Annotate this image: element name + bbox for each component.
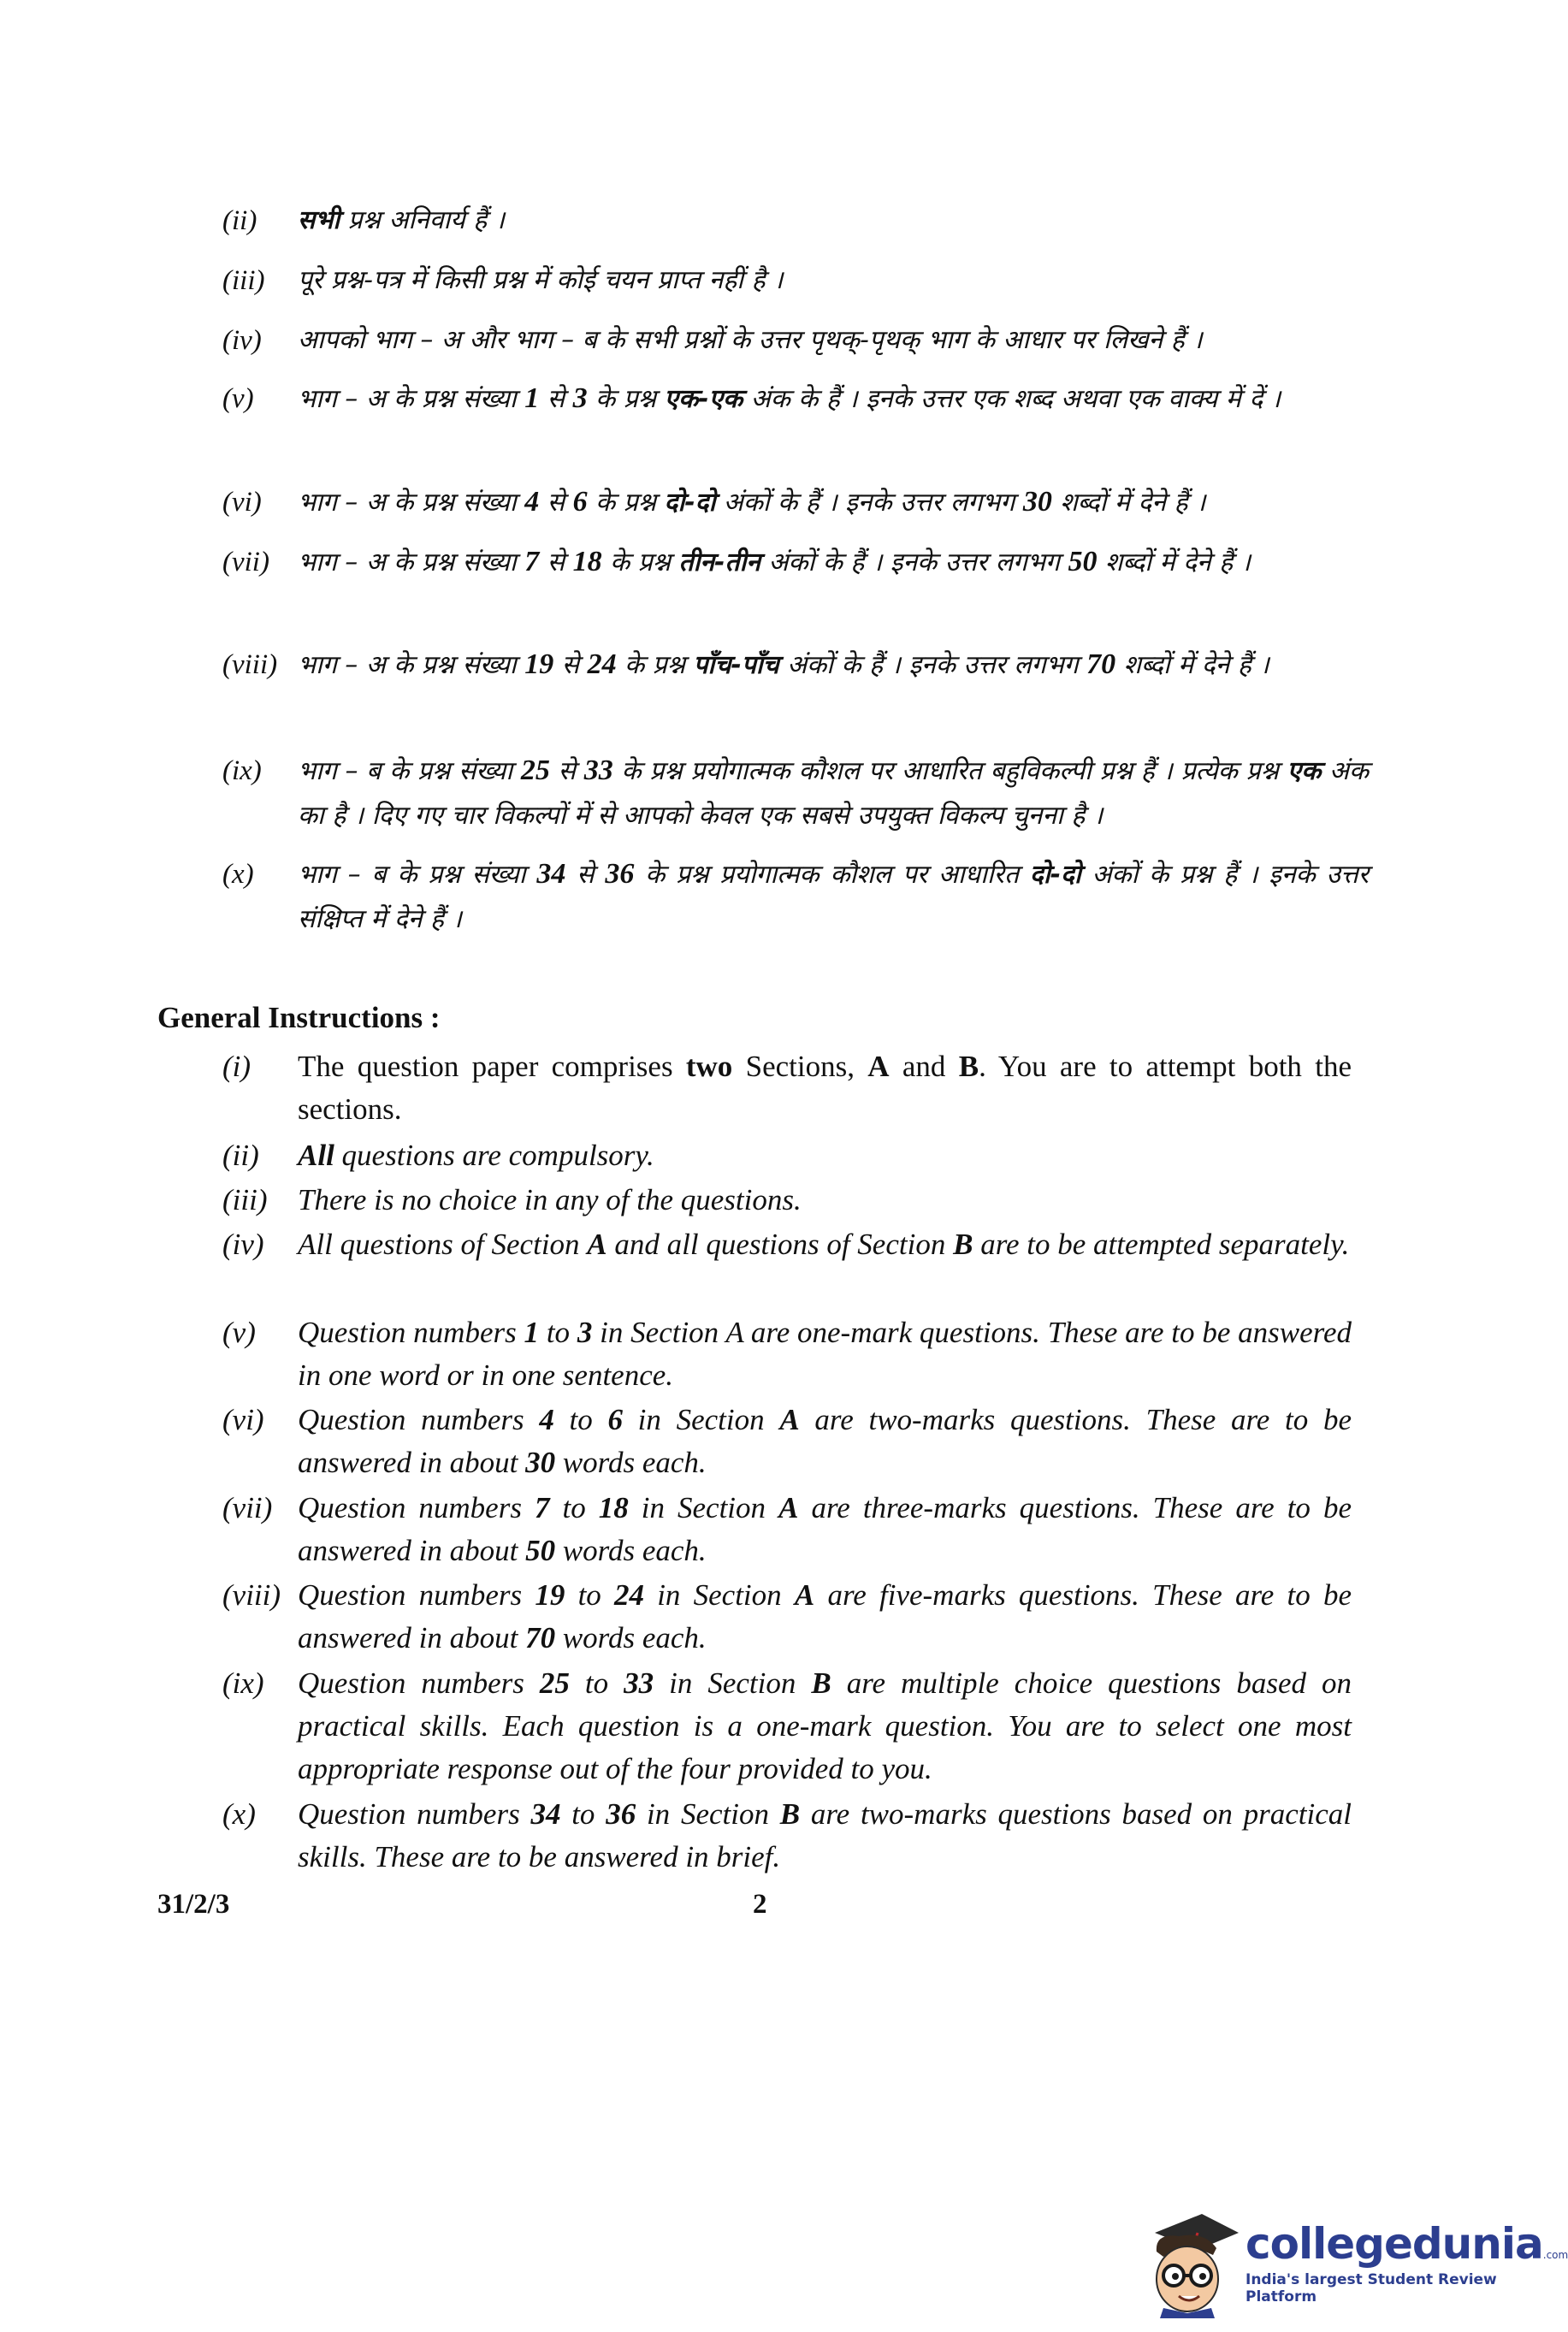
instruction-ii xyxy=(222,1134,1352,1177)
collegedunia-logo[interactable] xyxy=(1138,2207,1568,2318)
brand-name-row xyxy=(1246,2220,1568,2268)
item-number: (v) xyxy=(222,1316,256,1349)
paper-code: 31/2/3 xyxy=(157,1889,230,1920)
mascot-icon xyxy=(1138,2207,1240,2318)
hindi-instruction-vi xyxy=(222,480,1369,525)
item-number: (viii) xyxy=(222,1578,281,1612)
brand-name: collegedunia xyxy=(1246,2219,1543,2269)
item-number: (iv) xyxy=(222,1228,264,1261)
item-number: (viii) xyxy=(222,649,278,680)
instruction-i xyxy=(222,1045,1352,1131)
item-text: Question numbers 34 to 36 in Section B are two-marks questions based on practical skills. These are to be answered in brief. xyxy=(298,1797,1352,1873)
item-number: (ix) xyxy=(222,755,262,786)
item-number: (vii) xyxy=(222,547,269,577)
item-number: (iii) xyxy=(222,265,265,296)
item-number: (ii) xyxy=(222,205,257,236)
item-text: भाग – अ के प्रश्न संख्या 1 से 3 के प्रश्न एक-एक अंक के हैं । इनके उत्तर एक शब्द अथवा एक वाक्य में दें । xyxy=(298,382,1281,414)
item-number: (vii) xyxy=(222,1491,273,1524)
item-number: (ix) xyxy=(222,1666,264,1700)
hindi-instruction-v xyxy=(222,376,1369,422)
item-number: (i) xyxy=(222,1050,251,1083)
instruction-viii xyxy=(222,1574,1352,1660)
item-text: पूरे प्रश्न-पत्र में किसी प्रश्न में कोई चयन प्राप्त नहीं है । xyxy=(298,265,784,295)
hindi-instruction-iv xyxy=(222,318,1369,363)
item-text: Question numbers 1 to 3 in Section A are one-mark questions. These are to be answered in one word or in one sentence. xyxy=(298,1316,1352,1392)
instruction-vii xyxy=(222,1487,1352,1572)
item-text: There is no choice in any of the questions. xyxy=(298,1183,802,1216)
instruction-vi xyxy=(222,1399,1352,1484)
instruction-x xyxy=(222,1793,1352,1879)
item-text: आपको भाग – अ और भाग – ब के सभी प्रश्नों के उत्तर पृथक्-पृथक् भाग के आधार पर लिखने हैं । xyxy=(298,325,1203,355)
hindi-instruction-viii xyxy=(222,642,1369,688)
item-text: सभी प्रश्न अनिवार्य हैं । xyxy=(298,205,506,235)
item-number: (x) xyxy=(222,859,254,890)
item-number: (ii) xyxy=(222,1139,259,1172)
instruction-iii xyxy=(222,1179,1352,1222)
item-text: Question numbers 19 to 24 in Section A are five-marks questions. These are to be answered in about 70 words each. xyxy=(298,1578,1352,1654)
item-number: (vi) xyxy=(222,487,262,518)
item-number: (iv) xyxy=(222,325,262,356)
hindi-instruction-x xyxy=(222,852,1369,942)
page-number: 2 xyxy=(753,1889,767,1920)
item-text: All questions are compulsory. xyxy=(298,1139,654,1172)
brand-tagline: India's largest Student Review Platform xyxy=(1246,2271,1497,2305)
item-number: (vi) xyxy=(222,1403,264,1436)
item-text: Question numbers 4 to 6 in Section A are two-marks questions. These are to be answered in about 30 words each. xyxy=(298,1403,1352,1479)
item-text: भाग – ब के प्रश्न संख्या 25 से 33 के प्रश्न प्रयोगात्मक कौशल पर आधारित बहुविकल्पी प्रश्न हैं । प्रत्येक प्रश्न एक अंक का है । दिए गए चार विकल्पों में से आपको केवल एक सबसे उपयुक्त विकल्प चुनना है । xyxy=(298,755,1370,831)
general-instructions-heading: General Instructions : xyxy=(157,1001,441,1034)
item-text: Question numbers 25 to 33 in Section B are multiple choice questions based on practical skills. Each question is a one-mark question. You are to select one most appropriate response out of the four provided to you. xyxy=(298,1666,1352,1785)
item-number: (x) xyxy=(222,1797,256,1831)
item-text: All questions of Section A and all questions of Section B are to be attempted separately. xyxy=(298,1228,1350,1261)
item-text: Question numbers 7 to 18 in Section A are three-marks questions. These are to be answered in about 50 words each. xyxy=(298,1491,1352,1567)
instruction-iv xyxy=(222,1223,1352,1266)
item-number: (iii) xyxy=(222,1183,268,1216)
hindi-instruction-ii xyxy=(222,198,1369,243)
item-text: भाग – अ के प्रश्न संख्या 4 से 6 के प्रश्न दो-दो अंकों के हैं । इनके उत्तर लगभग 30 शब्दों में देने हैं । xyxy=(298,486,1206,518)
item-text: भाग – अ के प्रश्न संख्या 19 से 24 के प्रश्न पाँच-पाँच अंकों के हैं । इनके उत्तर लगभग 70 शब्दों में देने हैं । xyxy=(298,648,1269,680)
brand-suffix: .com xyxy=(1542,2249,1568,2261)
hindi-instruction-ix xyxy=(222,749,1369,838)
brand-block xyxy=(1246,2220,1568,2305)
item-text: The question paper comprises two Sections, A and B. You are to attempt both the sections. xyxy=(298,1050,1352,1126)
item-number: (v) xyxy=(222,383,254,414)
instruction-ix xyxy=(222,1662,1352,1790)
instruction-v xyxy=(222,1311,1352,1397)
hindi-instruction-iii xyxy=(222,258,1369,303)
item-text: भाग – अ के प्रश्न संख्या 7 से 18 के प्रश्न तीन-तीन अंकों के हैं । इनके उत्तर लगभग 50 शब्दों में देने हैं । xyxy=(298,546,1251,577)
item-text: भाग – ब के प्रश्न संख्या 34 से 36 के प्रश्न प्रयोगात्मक कौशल पर आधारित दो-दो अंकों के प्रश्न हैं । इनके उत्तर संक्षिप्त में देने हैं । xyxy=(298,858,1369,934)
hindi-instruction-vii xyxy=(222,540,1369,585)
